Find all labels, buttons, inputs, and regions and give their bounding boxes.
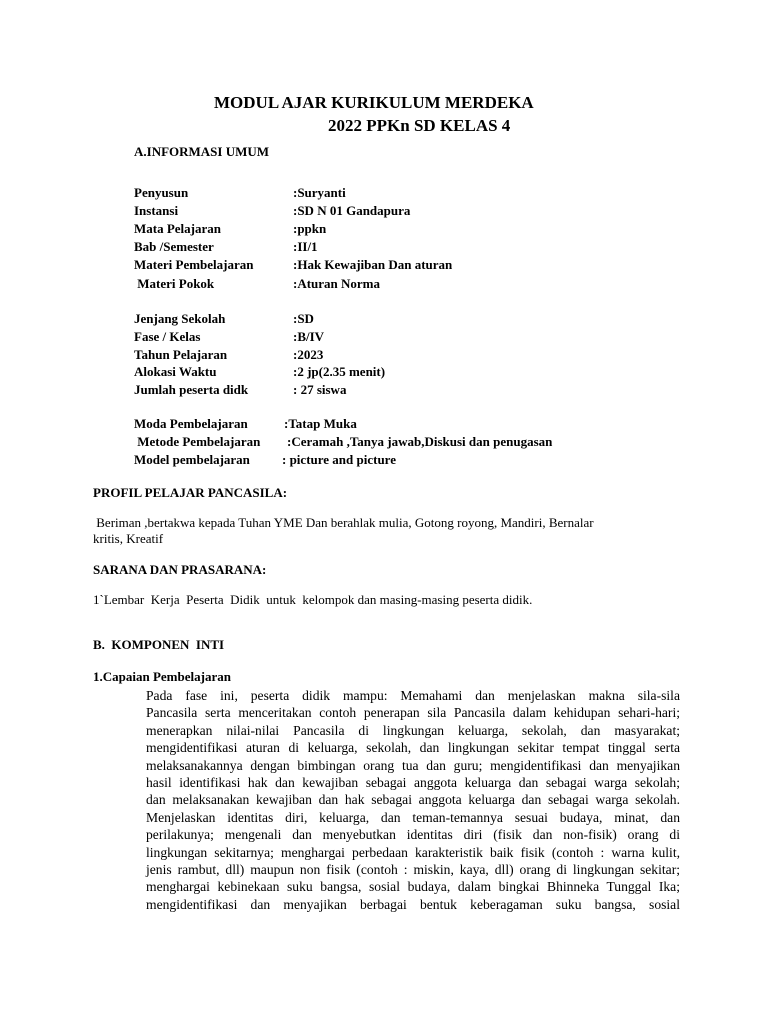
profil-text-line2: kritis, Kreatif: [93, 531, 164, 546]
paragraph-line: mengidentifikasi dan menyajikan berbagai bentuk keberagaman suku bangsa, sosial: [146, 896, 680, 912]
info-label-instansi: Instansi: [134, 203, 179, 218]
paragraph-line: Pancasila serta menceritakan contoh penerapan sila Pancasila dalam kehidupan sehari-hari;: [146, 705, 680, 721]
sarana-text: 1`Lembar Kerja Peserta Didik untuk kelompok dan masing-masing peserta didik.: [93, 592, 533, 607]
info-label-metode-pembelajaran: Metode Pembelajaran: [134, 434, 261, 449]
paragraph-line: melaksanakannya dengan bimbingan orang tua dan guru; mengidentifikasi dan menyajikan: [146, 757, 680, 773]
info-value-alokasi-waktu: :2 jp(2.35 menit): [293, 364, 386, 379]
paragraph-line: Menjelaskan identitas diri, keluarga, dan teman-temannya sesuai budaya, minat, dan: [146, 809, 680, 825]
sarana-heading: SARANA DAN PRASARANA:: [93, 562, 267, 577]
section-b-heading: B. KOMPONEN INTI: [93, 637, 225, 652]
profil-text-line1: Beriman ,bertakwa kepada Tuhan YME Dan berahlak mulia, Gotong royong, Mandiri, Bernalar: [93, 515, 594, 530]
info-label-tahun-pelajaran: Tahun Pelajaran: [134, 347, 228, 362]
info-label-penyusun: Penyusun: [134, 185, 189, 200]
capaian-heading: 1.Capaian Pembelajaran: [93, 669, 231, 684]
paragraph-line: mengidentifikasi aturan di keluarga, sekolah, dan lingkungan sekitar tempat tinggal serta: [146, 740, 680, 756]
info-value-tahun-pelajaran: :2023: [293, 347, 324, 362]
paragraph-line: dan melaksanakan kewajiban dan hak sebagai anggota keluarga dan sebagai warga sekolah.: [146, 792, 680, 808]
section-a-heading: A.INFORMASI UMUM: [134, 144, 270, 159]
info-label-fase-kelas: Fase / Kelas: [134, 329, 201, 344]
info-value-moda-pembelajaran: :Tatap Muka: [284, 416, 357, 431]
info-value-materi-pokok: :Aturan Norma: [293, 276, 381, 291]
info-label-moda-pembelajaran: Moda Pembelajaran: [134, 416, 248, 431]
info-value-instansi: :SD N 01 Gandapura: [293, 203, 411, 218]
info-value-mata-pelajaran: :ppkn: [293, 221, 327, 236]
info-label-jenjang-sekolah: Jenjang Sekolah: [134, 311, 226, 326]
info-value-jumlah-peserta: : 27 siswa: [293, 382, 347, 397]
paragraph-line: perilakunya; mengenali dan menyebutkan identitas diri (fisik dan non-fisik) orang di: [146, 827, 680, 843]
info-value-fase-kelas: :B/IV: [293, 329, 325, 344]
paragraph-line: hasil identifikasi hak dan kewajiban sebagai anggota keluarga dan sebagai warga sekolah;: [146, 774, 680, 790]
capaian-paragraph: [146, 687, 680, 913]
paragraph-line: lingkungan sekitarnya; menghargai perbedaan karakteristik baik fisik (contoh : warna kulit,: [146, 844, 680, 860]
info-label-jumlah-peserta: Jumlah peserta didk: [134, 382, 249, 397]
info-label-mata-pelajaran: Mata Pelajaran: [134, 221, 222, 236]
info-value-model-pembelajaran: : picture and picture: [282, 452, 396, 467]
info-value-penyusun: :Suryanti: [293, 185, 346, 200]
info-value-jenjang-sekolah: :SD: [293, 311, 314, 326]
paragraph-line: Pada fase ini, peserta didik mampu: Memahami dan menjelaskan makna sila-sila: [146, 688, 680, 703]
info-value-metode-pembelajaran: :Ceramah ,Tanya jawab,Diskusi dan penugasan: [287, 434, 553, 449]
info-label-model-pembelajaran: Model pembelajaran: [134, 452, 250, 467]
document-title-line2: 2022 PPKn SD KELAS 4: [328, 116, 511, 135]
info-label-alokasi-waktu: Alokasi Waktu: [134, 364, 217, 379]
paragraph-line: menerapkan nilai-nilai Pancasila di lingkungan keluarga, sekolah, dan masyarakat;: [146, 722, 680, 738]
info-label-materi-pembelajaran: Materi Pembelajaran: [134, 257, 254, 272]
paragraph-line: jenis rambut, dll) maupun non fisik (contoh : miskin, kaya, dll) orang di lingkungan sekitar;: [146, 861, 680, 877]
info-label-bab-semester: Bab /Semester: [134, 239, 214, 254]
document-title-line1: MODUL AJAR KURIKULUM MERDEKA: [214, 93, 534, 112]
profil-heading: PROFIL PELAJAR PANCASILA:: [93, 485, 288, 500]
info-label-materi-pokok: Materi Pokok: [134, 276, 215, 291]
info-value-bab-semester: :II/1: [293, 239, 318, 254]
paragraph-line: menghargai kebinekaan suku bangsa, sosial budaya, dalam bingkai Bhinneka Tunggal Ika;: [146, 879, 680, 895]
info-value-materi-pembelajaran: :Hak Kewajiban Dan aturan: [293, 257, 453, 272]
